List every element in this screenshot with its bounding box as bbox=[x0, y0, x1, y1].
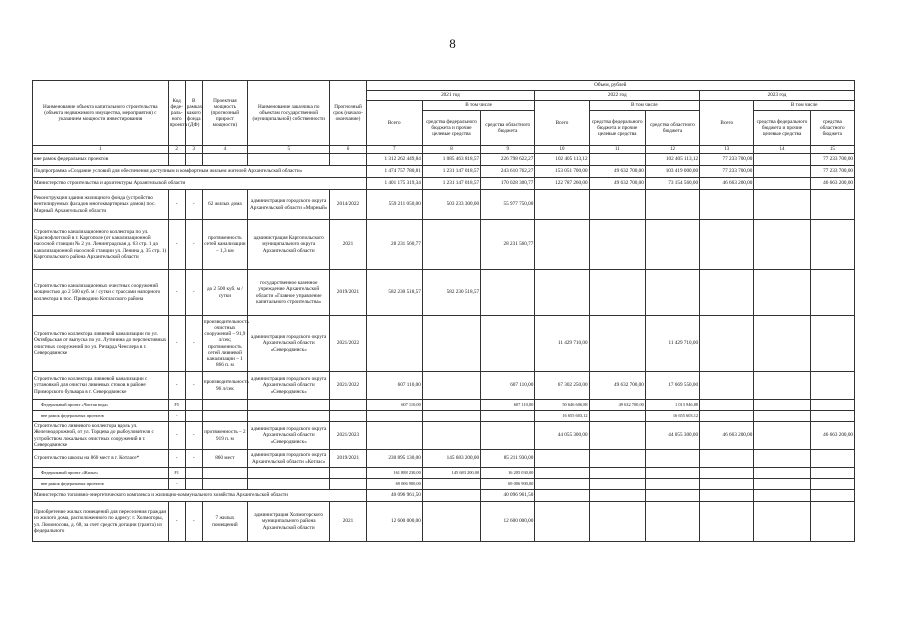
row-name: Подпрограмма «Создание условий для обеспечения доступным и комфортным жильем жителей Архангельской области» bbox=[33, 166, 367, 178]
column-number: 11 bbox=[589, 146, 645, 154]
row-amount-r23 bbox=[810, 190, 854, 220]
row-amount-r23 bbox=[810, 450, 854, 468]
row-project-code: - bbox=[168, 450, 185, 468]
row-customer: администрация городского округа Архангельской области «Котлас» bbox=[248, 450, 330, 468]
row-amount-f21 bbox=[422, 316, 480, 372]
row-period: 2021 bbox=[330, 220, 366, 270]
row-amount-t22: 11 429 710,00 bbox=[535, 316, 589, 372]
row-amount-f22: 49 632 700,00 bbox=[589, 400, 645, 411]
row-period bbox=[330, 479, 366, 490]
row-customer bbox=[248, 400, 330, 411]
row-amount-t23 bbox=[700, 450, 754, 468]
row-amount-f23 bbox=[754, 468, 810, 479]
row-amount-r21 bbox=[481, 270, 535, 316]
row-amount-f22: 49 632 700,00 bbox=[589, 178, 645, 190]
table-row bbox=[33, 270, 855, 316]
header-including-2021: В том числе bbox=[422, 101, 535, 111]
row-period bbox=[330, 468, 366, 479]
row-project-code: - bbox=[168, 220, 185, 270]
row-amount-f22 bbox=[589, 422, 645, 450]
row-name: Федеральный проект «Жилье» bbox=[33, 468, 169, 479]
row-amount-r23: 46 663 200,00 bbox=[810, 178, 854, 190]
row-period: 2021/2022 bbox=[330, 372, 366, 400]
row-amount-r22: 44 055 300,00 bbox=[645, 422, 699, 450]
row-amount-t22 bbox=[535, 220, 589, 270]
row-fund: - bbox=[185, 422, 202, 450]
table-row bbox=[33, 502, 855, 542]
row-name: Реконструкция здания жилищного фонда (устройство вентилируемых фасадов многоквартирных домов) пос. Мирный Архангельской области bbox=[33, 190, 169, 220]
row-amount-t21: 607 110,00 bbox=[366, 400, 422, 411]
row-amount-t23 bbox=[700, 220, 754, 270]
column-number: 15 bbox=[810, 146, 854, 154]
table-row bbox=[33, 479, 855, 490]
table-row bbox=[33, 422, 855, 450]
row-amount-t22 bbox=[535, 190, 589, 220]
row-amount-f21 bbox=[422, 422, 480, 450]
row-amount-f21: 503 233 300,00 bbox=[422, 190, 480, 220]
row-project-code: - bbox=[168, 270, 185, 316]
row-project-code bbox=[168, 154, 185, 166]
table-row bbox=[33, 411, 855, 422]
row-name: Строительство школы на 860 мест в г. Котласе* bbox=[33, 450, 169, 468]
row-fund: - bbox=[185, 502, 202, 542]
row-capacity: протяженность сетей канализации – 1,3 км bbox=[202, 220, 247, 270]
row-amount-f23 bbox=[754, 316, 810, 372]
row-amount-r21 bbox=[481, 316, 535, 372]
row-amount-r23: 46 663 200,00 bbox=[810, 422, 854, 450]
row-amount-f22 bbox=[589, 270, 645, 316]
header-federal-2022: средства федерального бюджета и прочие целевые средства bbox=[589, 111, 645, 146]
row-amount-f21 bbox=[422, 411, 480, 422]
header-form: В рамках какого фонда (ДФ) bbox=[185, 81, 202, 146]
row-amount-r22: 17 669 550,00 bbox=[645, 372, 699, 400]
row-amount-f22 bbox=[589, 479, 645, 490]
row-amount-f22: 49 632 700,00 bbox=[589, 166, 645, 178]
row-amount-r22 bbox=[645, 220, 699, 270]
row-fund: - bbox=[185, 220, 202, 270]
row-amount-f23 bbox=[754, 270, 810, 316]
row-amount-t23 bbox=[700, 400, 754, 411]
row-amount-t22: 102 405 113,12 bbox=[535, 154, 589, 166]
row-amount-t21 bbox=[366, 422, 422, 450]
row-amount-f21: 1 085 463 818,57 bbox=[422, 154, 480, 166]
column-number: 6 bbox=[330, 146, 366, 154]
row-period: 2019/2021 bbox=[330, 450, 366, 468]
row-name: вне рамок федеральных проектов bbox=[33, 411, 169, 422]
row-name: Строительство ливневого коллектора вдоль ул. Железнодорожной, от ул. Торцева до рыбоуловителя с устройством локальных очистных сооружений в г. Северодвинске bbox=[33, 422, 169, 450]
row-amount-t21: 40 096 961,50 bbox=[366, 490, 422, 502]
row-amount-t21: 1 312 262 449,84 bbox=[366, 154, 422, 166]
row-amount-r21: 607 110,00 bbox=[481, 400, 535, 411]
row-period: 2019/2021 bbox=[330, 270, 366, 316]
row-amount-f23 bbox=[754, 166, 810, 178]
row-amount-t23 bbox=[700, 190, 754, 220]
row-project-code: - bbox=[168, 316, 185, 372]
column-number: 1 bbox=[33, 146, 169, 154]
table-row bbox=[33, 490, 855, 502]
row-amount-t23 bbox=[700, 270, 754, 316]
header-total-2021: Всего bbox=[366, 101, 422, 146]
column-number: 9 bbox=[481, 146, 535, 154]
row-period: 2021/2023 bbox=[330, 422, 366, 450]
header-regional-2023: средства областного бюджета bbox=[810, 111, 854, 146]
header-customer: Наименование заказчика по объектам государственной (муниципальной) собственности bbox=[248, 81, 330, 146]
row-amount-t22 bbox=[535, 479, 589, 490]
row-amount-t22: 16 655 603,12 bbox=[535, 411, 589, 422]
row-amount-r21: 55 977 750,00 bbox=[481, 190, 535, 220]
row-amount-f23 bbox=[754, 190, 810, 220]
row-fund: - bbox=[185, 372, 202, 400]
table-row bbox=[33, 400, 855, 411]
row-amount-t23: 77 233 700,00 bbox=[700, 154, 754, 166]
row-amount-t21: 1 401 175 319,34 bbox=[366, 178, 422, 190]
row-amount-r21 bbox=[481, 411, 535, 422]
row-customer: администрация Холмогорского муниципального района Архангельской области bbox=[248, 502, 330, 542]
row-amount-f22 bbox=[589, 220, 645, 270]
row-customer bbox=[248, 479, 330, 490]
row-name: Приобретение жилых помещений для переселения граждан из жилого дома, расположенного по адресу: г. Холмогоры, ул. Ломоносова, д. 68, за счет средств дотации (гранта) из федерального bbox=[33, 502, 169, 542]
row-capacity: 7 жилых помещений bbox=[202, 502, 247, 542]
row-amount-t22 bbox=[535, 450, 589, 468]
row-amount-t23 bbox=[700, 316, 754, 372]
row-amount-t22: 50 646 606,88 bbox=[535, 400, 589, 411]
row-amount-f23 bbox=[754, 220, 810, 270]
header-including-2022: В том числе bbox=[589, 101, 700, 111]
row-amount-f23 bbox=[754, 400, 810, 411]
row-capacity: производительность очистных сооружений – 91,9 л/сек; протяженность сетей ливневой канализации – 1 866 п. м bbox=[202, 316, 247, 372]
row-amount-r23 bbox=[810, 372, 854, 400]
header-regional-2021: средства областного бюджета bbox=[481, 111, 535, 146]
row-customer: администрация городского округа Архангельской области «Мирный» bbox=[248, 190, 330, 220]
row-amount-f23 bbox=[754, 372, 810, 400]
row-amount-r21: 170 028 300,77 bbox=[481, 178, 535, 190]
row-amount-r21: 28 231 560,77 bbox=[481, 220, 535, 270]
row-amount-r22: 102 405 113,12 bbox=[645, 154, 699, 166]
row-amount-f23 bbox=[754, 479, 810, 490]
table-row bbox=[33, 220, 855, 270]
row-amount-t22 bbox=[535, 490, 589, 502]
row-amount-r21: 607 110,00 bbox=[481, 372, 535, 400]
row-amount-r23 bbox=[810, 270, 854, 316]
row-fund: - bbox=[185, 316, 202, 372]
row-amount-f22 bbox=[589, 316, 645, 372]
row-amount-t22 bbox=[535, 468, 589, 479]
table-row bbox=[33, 154, 855, 166]
header-code: Код феде-раль-ного проекта bbox=[168, 81, 185, 146]
row-amount-r23: 77 233 700,00 bbox=[810, 154, 854, 166]
column-number: 8 bbox=[422, 146, 480, 154]
row-amount-f23 bbox=[754, 178, 810, 190]
row-amount-f22 bbox=[589, 411, 645, 422]
budget-table bbox=[32, 80, 855, 542]
row-amount-r21: 85 211 930,00 bbox=[481, 450, 535, 468]
row-amount-f23 bbox=[754, 450, 810, 468]
table-row bbox=[33, 372, 855, 400]
row-amount-f22 bbox=[589, 502, 645, 542]
row-capacity: производительность 96 л/сек bbox=[202, 372, 247, 400]
table-row bbox=[33, 166, 855, 178]
row-amount-r22 bbox=[645, 490, 699, 502]
column-number: 2 bbox=[168, 146, 185, 154]
row-capacity: 860 мест bbox=[202, 450, 247, 468]
row-amount-t21: 559 211 050,00 bbox=[366, 190, 422, 220]
row-amount-r21: 40 096 961,50 bbox=[481, 490, 535, 502]
table-row bbox=[33, 190, 855, 220]
row-amount-t21: 1 474 757 780,81 bbox=[366, 166, 422, 178]
row-amount-f21 bbox=[422, 490, 480, 502]
row-amount-t23 bbox=[700, 490, 754, 502]
row-customer bbox=[248, 468, 330, 479]
row-amount-t21: 582 230 518,57 bbox=[366, 270, 422, 316]
row-amount-r23 bbox=[810, 490, 854, 502]
row-amount-r22 bbox=[645, 270, 699, 316]
row-amount-t22 bbox=[535, 502, 589, 542]
row-customer: администрация Каргопольского муниципального округа Архангельской области bbox=[248, 220, 330, 270]
row-period: 2014/2022 bbox=[330, 190, 366, 220]
row-amount-f21: 145 683 200,00 bbox=[422, 450, 480, 468]
row-amount-t21 bbox=[366, 316, 422, 372]
row-period: 2021/2022 bbox=[330, 316, 366, 372]
row-amount-f23 bbox=[754, 490, 810, 502]
row-amount-t21: 161 888 230,00 bbox=[366, 468, 422, 479]
row-amount-r21: 12 600 000,00 bbox=[481, 502, 535, 542]
table-row bbox=[33, 450, 855, 468]
row-amount-r23 bbox=[810, 479, 854, 490]
row-fund: - bbox=[185, 190, 202, 220]
header-capacity: Проектная мощность (прогнозный прирост мощности) bbox=[202, 81, 247, 146]
row-amount-f21 bbox=[422, 479, 480, 490]
row-capacity bbox=[202, 479, 247, 490]
row-amount-r22: 1 013 946,88 bbox=[645, 400, 699, 411]
column-number: 10 bbox=[535, 146, 589, 154]
row-amount-f21: 582 230 518,57 bbox=[422, 270, 480, 316]
header-regional-2022: средства областного бюджета bbox=[645, 111, 699, 146]
row-name: Строительство канализационных очистных сооружений мощностью до 2 500 куб. м / сутки с трассами напорного коллектора в пос. Приводино Котласского района bbox=[33, 270, 169, 316]
row-capacity bbox=[202, 154, 247, 166]
row-amount-t22: 153 051 700,00 bbox=[535, 166, 589, 178]
row-amount-f21: 1 231 147 018,57 bbox=[422, 178, 480, 190]
row-amount-r23 bbox=[810, 502, 854, 542]
row-amount-t22: 44 055 300,00 bbox=[535, 422, 589, 450]
row-amount-f21: 1 231 147 018,57 bbox=[422, 166, 480, 178]
table-row bbox=[33, 316, 855, 372]
row-amount-r23 bbox=[810, 411, 854, 422]
column-number: 7 bbox=[366, 146, 422, 154]
row-amount-r23: 77 233 700,00 bbox=[810, 166, 854, 178]
row-name: Строительство коллектора ливневой канализации с установкой для очистки ливневых стоков в районе Приморского бульвара в г. Северодвинске bbox=[33, 372, 169, 400]
row-amount-f23 bbox=[754, 154, 810, 166]
row-project-code: - bbox=[168, 190, 185, 220]
row-name: Министерство строительства и архитектуры Архангельской области bbox=[33, 178, 367, 190]
table-row bbox=[33, 178, 855, 190]
column-number: 3 bbox=[185, 146, 202, 154]
row-amount-t21: 607 110,00 bbox=[366, 372, 422, 400]
header-federal-2021: средства федерального бюджета и прочие целевые средства bbox=[422, 111, 480, 146]
row-amount-f21 bbox=[422, 502, 480, 542]
row-fund bbox=[185, 479, 202, 490]
header-year-2021: 2021 год bbox=[366, 91, 535, 101]
row-amount-f22 bbox=[589, 154, 645, 166]
row-amount-t22 bbox=[535, 270, 589, 316]
column-number: 14 bbox=[754, 146, 810, 154]
row-name: Строительство канализационного коллектора по ул. Краснофлотской в г. Каргополе (от канализационной насосной станции № 2 ул. Ленинградская д. 63 стр. 1 до канализационной насосной станции ул. Ленина д. 35 стр. 1) Каргопольского района Архангельской области bbox=[33, 220, 169, 270]
row-amount-f22: 49 632 700,00 bbox=[589, 372, 645, 400]
row-amount-r21: 69 006 900,00 bbox=[481, 479, 535, 490]
row-project-code: - bbox=[168, 422, 185, 450]
row-amount-r23 bbox=[810, 468, 854, 479]
row-amount-f23 bbox=[754, 502, 810, 542]
row-capacity bbox=[202, 411, 247, 422]
row-amount-r22 bbox=[645, 450, 699, 468]
row-project-code: - bbox=[168, 479, 185, 490]
row-amount-r21: 243 610 762,27 bbox=[481, 166, 535, 178]
row-name: Строительство коллектора ливневой канализации по ул. Октябрьская от выпуска по ул. Лутинина до перспективных очистных сооружений по ул. Ричарда Ченслера в г. Северодвинске bbox=[33, 316, 169, 372]
row-capacity bbox=[202, 400, 247, 411]
row-amount-r22 bbox=[645, 468, 699, 479]
row-amount-r22 bbox=[645, 190, 699, 220]
row-amount-f21: 145 683 200,00 bbox=[422, 468, 480, 479]
row-fund bbox=[185, 468, 202, 479]
header-including-2023: В том числе bbox=[754, 101, 855, 111]
column-number: 5 bbox=[248, 146, 330, 154]
row-customer bbox=[248, 411, 330, 422]
row-period: 2021 bbox=[330, 502, 366, 542]
row-name: вне рамок федеральных проектов bbox=[33, 479, 169, 490]
row-amount-r22 bbox=[645, 502, 699, 542]
row-amount-r22: 16 655 603,12 bbox=[645, 411, 699, 422]
row-period bbox=[330, 154, 366, 166]
row-customer: администрация городского округа Архангельской области «Северодвинск» bbox=[248, 422, 330, 450]
row-customer: государственное казенное учреждение Архангельской области «Главное управление капитального строительства» bbox=[248, 270, 330, 316]
row-project-code: - bbox=[168, 372, 185, 400]
header-year-2022: 2022 год bbox=[535, 91, 700, 101]
row-amount-t21 bbox=[366, 411, 422, 422]
header-total-2023: Всего bbox=[700, 101, 754, 146]
row-amount-t23: 46 663 200,00 bbox=[700, 178, 754, 190]
page-number: 8 bbox=[449, 36, 456, 51]
column-number-row bbox=[33, 146, 855, 154]
row-customer: администрация городского округа Архангельской области «Северодвинск» bbox=[248, 316, 330, 372]
header-federal-2023: средства федерального бюджета и прочие целевые средства bbox=[754, 111, 810, 146]
row-amount-r22: 73 154 560,00 bbox=[645, 178, 699, 190]
row-capacity bbox=[202, 468, 247, 479]
row-capacity: 62 жилых дома bbox=[202, 190, 247, 220]
row-fund bbox=[185, 154, 202, 166]
row-amount-f22 bbox=[589, 190, 645, 220]
header-period: Прогнозный срок (начало-окончание) bbox=[330, 81, 366, 146]
row-amount-r23 bbox=[810, 400, 854, 411]
row-amount-t23 bbox=[700, 468, 754, 479]
row-amount-t21: 69 006 900,00 bbox=[366, 479, 422, 490]
row-amount-t22: 67 302 250,00 bbox=[535, 372, 589, 400]
header-volume: Объем, рублей bbox=[366, 81, 854, 91]
row-fund: - bbox=[185, 270, 202, 316]
row-period bbox=[330, 400, 366, 411]
header-year-2023: 2023 год bbox=[700, 91, 855, 101]
row-amount-r21 bbox=[481, 422, 535, 450]
row-name: Федеральный проект «Чистая вода» bbox=[33, 400, 169, 411]
row-fund: - bbox=[185, 450, 202, 468]
row-project-code: F1 bbox=[168, 468, 185, 479]
row-fund bbox=[185, 411, 202, 422]
row-amount-t23 bbox=[700, 411, 754, 422]
row-amount-f23 bbox=[754, 411, 810, 422]
column-number: 13 bbox=[700, 146, 754, 154]
row-amount-t22: 122 787 260,00 bbox=[535, 178, 589, 190]
row-amount-r23 bbox=[810, 220, 854, 270]
row-amount-f22 bbox=[589, 468, 645, 479]
row-customer bbox=[248, 154, 330, 166]
row-amount-t21: 230 895 130,00 bbox=[366, 450, 422, 468]
row-capacity: протяженность – 2 919 п. м bbox=[202, 422, 247, 450]
row-name: Министерство топливно-энергетического комплекса и жилищно-коммунального хозяйства Архангельской области bbox=[33, 490, 367, 502]
row-amount-t23: 46 663 200,00 bbox=[700, 422, 754, 450]
row-capacity: до 2 500 куб. м / сутки bbox=[202, 270, 247, 316]
row-project-code: F5 bbox=[168, 400, 185, 411]
row-project-code: - bbox=[168, 411, 185, 422]
row-name: вне рамок федеральных проектов bbox=[33, 154, 169, 166]
header-total-2022: Всего bbox=[535, 101, 589, 146]
row-amount-f22 bbox=[589, 450, 645, 468]
row-period bbox=[330, 411, 366, 422]
row-amount-f21 bbox=[422, 400, 480, 411]
row-amount-f21 bbox=[422, 372, 480, 400]
row-fund bbox=[185, 400, 202, 411]
row-amount-t21: 12 600 000,00 bbox=[366, 502, 422, 542]
row-project-code: - bbox=[168, 502, 185, 542]
row-amount-r22: 11 429 710,00 bbox=[645, 316, 699, 372]
row-amount-r23 bbox=[810, 316, 854, 372]
row-amount-r21: 226 798 622,27 bbox=[481, 154, 535, 166]
row-amount-f21 bbox=[422, 220, 480, 270]
row-customer: администрация городского округа Архангельской области «Северодвинск» bbox=[248, 372, 330, 400]
row-amount-r22: 103 419 000,00 bbox=[645, 166, 699, 178]
row-amount-r21: 16 205 030,00 bbox=[481, 468, 535, 479]
row-amount-t23 bbox=[700, 372, 754, 400]
row-amount-r22 bbox=[645, 479, 699, 490]
column-number: 12 bbox=[645, 146, 699, 154]
row-amount-f22 bbox=[589, 490, 645, 502]
column-number: 4 bbox=[202, 146, 247, 154]
row-amount-t23 bbox=[700, 502, 754, 542]
row-amount-f23 bbox=[754, 422, 810, 450]
row-amount-t23: 77 233 700,00 bbox=[700, 166, 754, 178]
row-amount-t23 bbox=[700, 479, 754, 490]
table-row bbox=[33, 468, 855, 479]
row-amount-t21: 28 231 560,77 bbox=[366, 220, 422, 270]
header-name: Наименование объекта капитального строительства (объекта недвижимого имущества, мероприятия) с указанием мощности инвестирования bbox=[33, 81, 169, 146]
